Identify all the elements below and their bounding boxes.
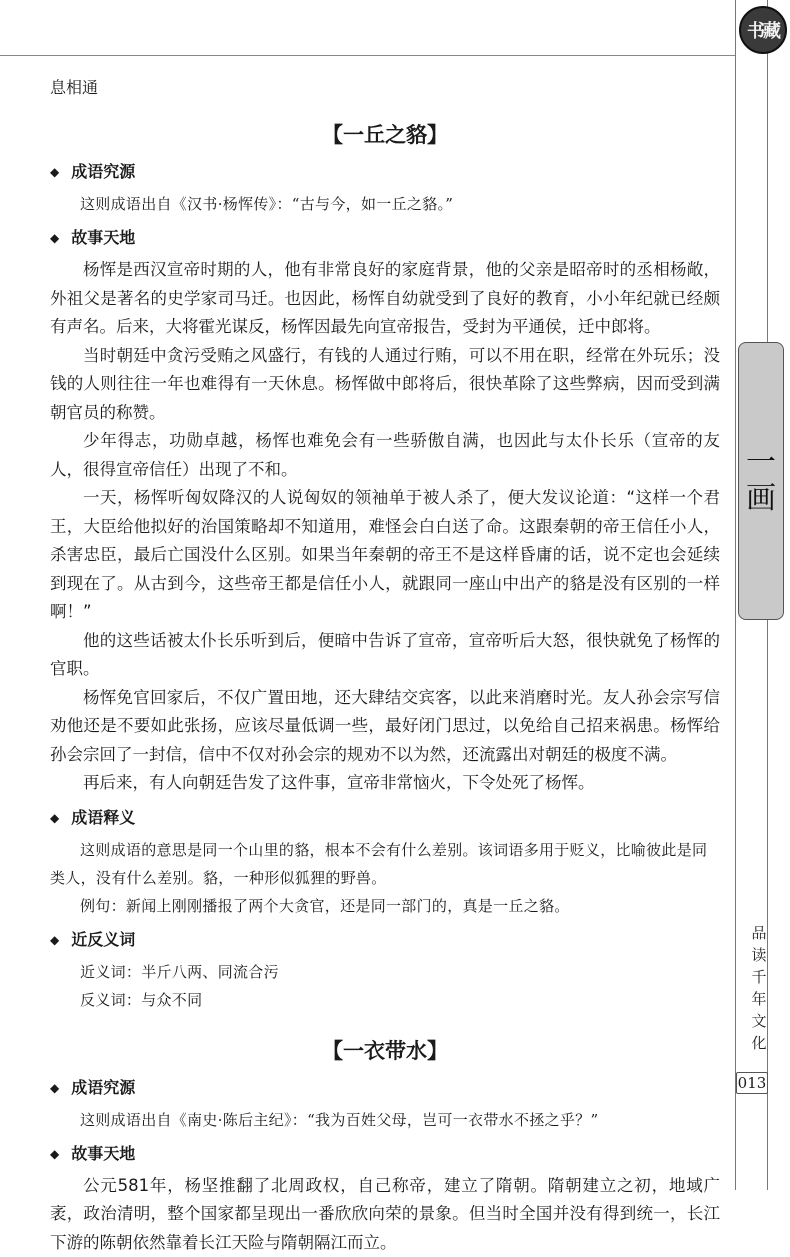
- story-paragraph: 少年得志，功勋卓越，杨恽也难免会有一些骄傲自满，也因此与太仆长乐（宣帝的友人，很得宣帝信任）出现了不和。: [50, 427, 720, 484]
- story-paragraph: 公元581年，杨坚推翻了北周政权，自己称帝，建立了隋朝。隋朝建立之初，地域广袤，政治清明，整个国家都呈现出一番欣欣向荣的景象。但当时全国并没有得到统一，长江下游的陈朝依然靠着长江天险与隋朝隔江而立。: [50, 1172, 720, 1257]
- source-text: 这则成语出自《南史·陈后主纪》：“我为百姓父母，岂可一衣带水不拯之乎？”: [50, 1106, 720, 1134]
- diamond-bullet-icon: ◆: [50, 1076, 59, 1100]
- section-heading-label: 成语释义: [71, 806, 135, 830]
- side-char: 千: [748, 966, 770, 988]
- synonyms: 近义词：半斤八两、同流合污: [50, 958, 720, 986]
- story-paragraph: 再后来，有人向朝廷告发了这件事，宣帝非常恼火，下令处死了杨恽。: [50, 769, 720, 798]
- side-char: 文: [748, 1010, 770, 1032]
- side-char: 化: [748, 1032, 770, 1054]
- meaning-text: 这则成语的意思是同一个山里的貉，根本不会有什么差别。该词语多用于贬义，比喻彼此是同类人，没有什么差别。貉，一种形似狐狸的野兽。: [50, 836, 720, 892]
- idiom-title: 【一衣带水】: [50, 1036, 720, 1066]
- top-rule: [0, 55, 735, 56]
- example-sentence: 例句：新闻上刚刚播报了两个大贪官，还是同一部门的，真是一丘之貉。: [50, 892, 720, 920]
- story-paragraph: 杨恽是西汉宣帝时期的人，他有非常良好的家庭背景，他的父亲是昭帝时的丞相杨敞，外祖父是著名的史学家司马迁。也因此，杨恽自幼就受到了良好的教育，小小年纪就已经颇有声名。后来，大将霍光谋反，杨恽因最先向宣帝报告，受封为平通侯，迁中郎将。: [50, 256, 720, 342]
- section-heading: [50, 226, 720, 250]
- section-heading-label: 故事天地: [71, 226, 135, 250]
- page-content: [50, 76, 720, 1257]
- section-heading: [50, 1076, 720, 1100]
- section-heading-label: 成语究源: [71, 160, 135, 184]
- margin-rule-inner: [735, 0, 736, 1190]
- source-text: 这则成语出自《汉书·杨恽传》：“古与今，如一丘之貉。”: [50, 190, 720, 218]
- section-heading: [50, 928, 720, 952]
- diamond-bullet-icon: ◆: [50, 928, 59, 952]
- section-heading: [50, 806, 720, 830]
- story-paragraph: 一天，杨恽听匈奴降汉的人说匈奴的领袖单于被人杀了，便大发议论道：“这样一个君王，大臣给他拟好的治国策略却不知道用，难怪会白白送了命。这跟秦朝的帝王信任小人，杀害忠臣，最后亡国没什么区别。如果当年秦朝的帝王不是这样昏庸的话，说不定也会延续到现在了。从古到今，这些帝王都是信任小人，就跟同一座山中出产的貉是没有区别的一样啊！”: [50, 484, 720, 627]
- chapter-tab-char-1: 一: [746, 445, 776, 481]
- side-char: 读: [748, 944, 770, 966]
- carry-over-text: 息相通: [50, 76, 720, 100]
- section-heading-label: 故事天地: [71, 1142, 135, 1166]
- diamond-bullet-icon: ◆: [50, 160, 59, 184]
- story-paragraph: 当时朝廷中贪污受贿之风盛行，有钱的人通过行贿，可以不用在职，经常在外玩乐；没钱的人则往往一年也难得有一天休息。杨恽做中郎将后，很快革除了这些弊病，因而受到满朝官员的称赞。: [50, 342, 720, 428]
- diamond-bullet-icon: ◆: [50, 226, 59, 250]
- diamond-bullet-icon: ◆: [50, 1142, 59, 1166]
- antonyms: 反义词：与众不同: [50, 986, 720, 1014]
- series-title-vertical: [748, 922, 770, 1054]
- diamond-bullet-icon: ◆: [50, 806, 59, 830]
- idiom-entry: [50, 1036, 720, 1257]
- section-heading-label: 成语究源: [71, 1076, 135, 1100]
- seal-stamp: 书藏: [739, 6, 787, 54]
- story-paragraph: 杨恽免官回家后，不仅广置田地，还大肆结交宾客，以此来消磨时光。友人孙会宗写信劝他还是不要如此张扬，应该尽量低调一些，最好闭门思过，以免给自己招来祸患。杨恽给孙会宗回了一封信，信中不仅对孙会宗的规劝不以为然，还流露出对朝廷的极度不满。: [50, 684, 720, 770]
- side-char: 年: [748, 988, 770, 1010]
- side-char: 品: [748, 922, 770, 944]
- chapter-tab: [738, 342, 784, 620]
- idiom-title: 【一丘之貉】: [50, 120, 720, 150]
- section-heading: [50, 1142, 720, 1166]
- section-heading-label: 近反义词: [71, 928, 135, 952]
- section-heading: [50, 160, 720, 184]
- story-paragraph: 他的这些话被太仆长乐听到后，便暗中告诉了宣帝，宣帝听后大怒，很快就免了杨恽的官职。: [50, 627, 720, 684]
- page-number: 013: [736, 1072, 768, 1094]
- chapter-tab-char-2: 画: [746, 481, 776, 517]
- idiom-entry: [50, 120, 720, 1014]
